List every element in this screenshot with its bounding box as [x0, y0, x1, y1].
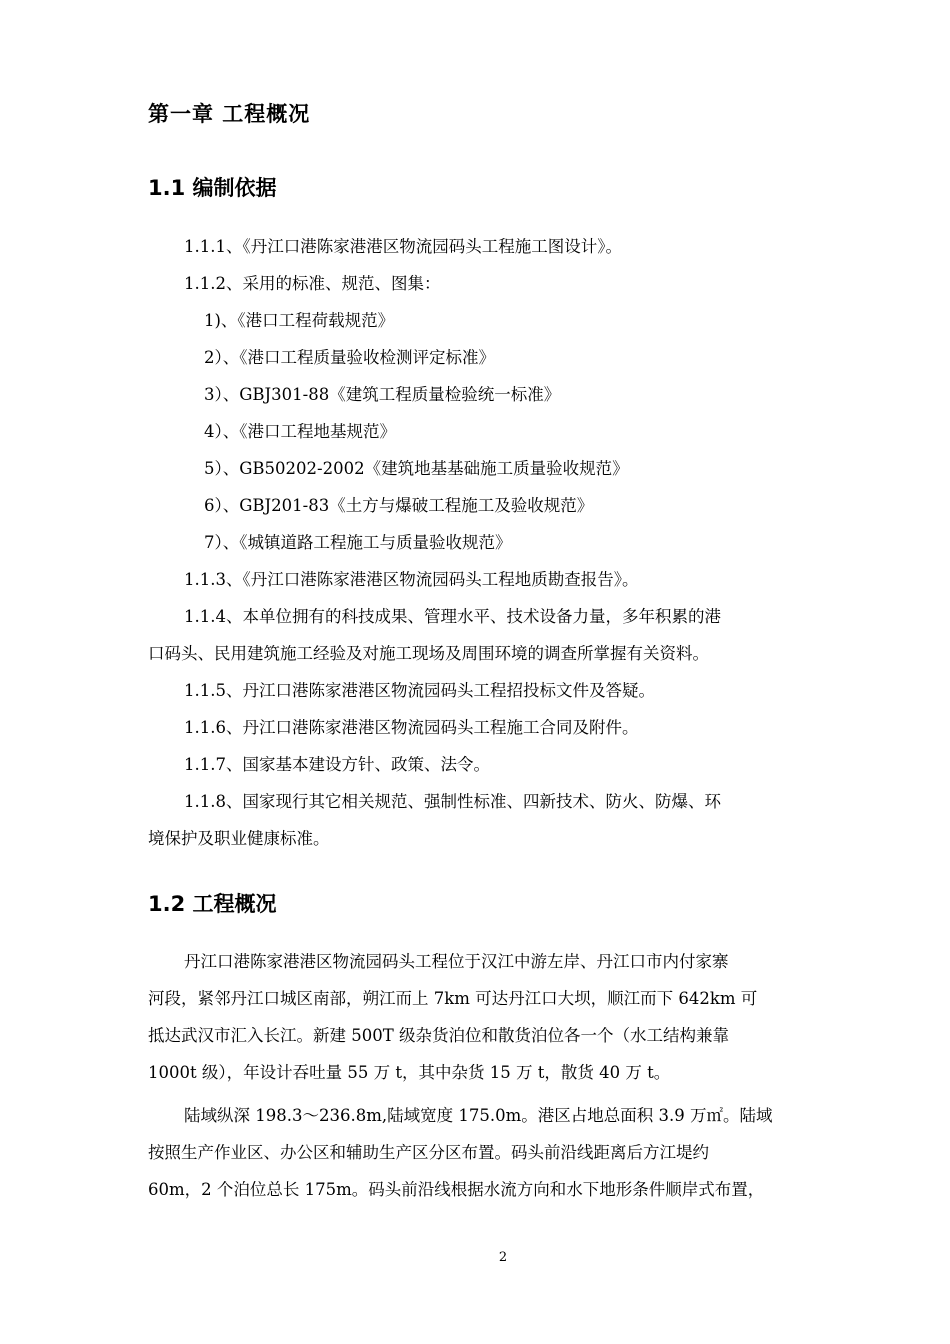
overview-line-5: 陆域纵深 198.3～236.8m,陆域宽度 175.0m。港区占地总面积 3.9 万㎡。陆域	[184, 1106, 773, 1125]
basis-item-1-1-1: 1.1.1、《丹江口港陈家港港区物流园码头工程施工图设计》。	[184, 237, 622, 256]
overview-line-6: 按照生产作业区、办公区和辅助生产区分区布置。码头前沿线距离后方江堤约	[148, 1143, 709, 1162]
section-title-1-2: 1.2 工程概况	[148, 892, 277, 916]
basis-item-1-1-2: 1.1.2、采用的标准、规范、图集：	[184, 274, 441, 293]
overview-line-1: 丹江口港陈家港港区物流园码头工程位于汉江中游左岸、丹江口市内付家寨	[184, 952, 729, 971]
overview-line-2: 河段，紧邻丹江口城区南部，朔江而上 7km 可达丹江口大坝，顺江而下 642km 可	[148, 989, 758, 1008]
standard-item-2: 2）、《港口工程质量验收检测评定标准》	[204, 348, 495, 367]
basis-item-1-1-6: 1.1.6、丹江口港陈家港港区物流园码头工程施工合同及附件。	[184, 718, 639, 737]
basis-item-1-1-8: 1.1.8、国家现行其它相关规范、强制性标准、四新技术、防火、防爆、环	[184, 792, 721, 811]
overview-line-3: 抵达武汉市汇入长江。新建 500T 级杂货泊位和散货泊位各一个（水工结构兼靠	[148, 1026, 729, 1045]
basis-item-1-1-8-cont: 境保护及职业健康标准。	[148, 829, 330, 848]
section-title-1-1: 1.1 编制依据	[148, 176, 277, 200]
basis-item-1-1-4: 1.1.4、本单位拥有的科技成果、管理水平、技术设备力量，多年积累的港	[184, 607, 721, 626]
standard-item-6: 6）、GBJ201-83《土方与爆破工程施工及验收规范》	[204, 496, 594, 515]
basis-item-1-1-7: 1.1.7、国家基本建设方针、政策、法令。	[184, 755, 490, 774]
standard-item-1: 1)、《港口工程荷载规范》	[204, 311, 395, 330]
standard-item-3: 3）、GBJ301-88《建筑工程质量检验统一标准》	[204, 385, 561, 404]
page-number: 2	[498, 1250, 508, 1265]
chapter-title: 第一章 工程概况	[148, 102, 311, 126]
standard-item-4: 4）、《港口工程地基规范》	[204, 422, 396, 441]
standard-item-5: 5）、GB50202-2002《建筑地基基础施工质量验收规范》	[204, 459, 629, 478]
standard-item-7: 7）、《城镇道路工程施工与质量验收规范》	[204, 533, 512, 552]
basis-item-1-1-4-cont: 口码头、民用建筑施工经验及对施工现场及周围环境的调查所掌握有关资料。	[148, 644, 709, 663]
overview-line-4: 1000t 级），年设计吞吐量 55 万 t，其中杂货 15 万 t，散货 40 万 t。	[148, 1063, 671, 1082]
overview-line-7: 60m，2 个泊位总长 175m。码头前沿线根据水流方向和水下地形条件顺岸式布置，	[148, 1180, 765, 1199]
basis-item-1-1-3: 1.1.3、《丹江口港陈家港港区物流园码头工程地质勘查报告》。	[184, 570, 639, 589]
basis-item-1-1-5: 1.1.5、丹江口港陈家港港区物流园码头工程招投标文件及答疑。	[184, 681, 655, 700]
